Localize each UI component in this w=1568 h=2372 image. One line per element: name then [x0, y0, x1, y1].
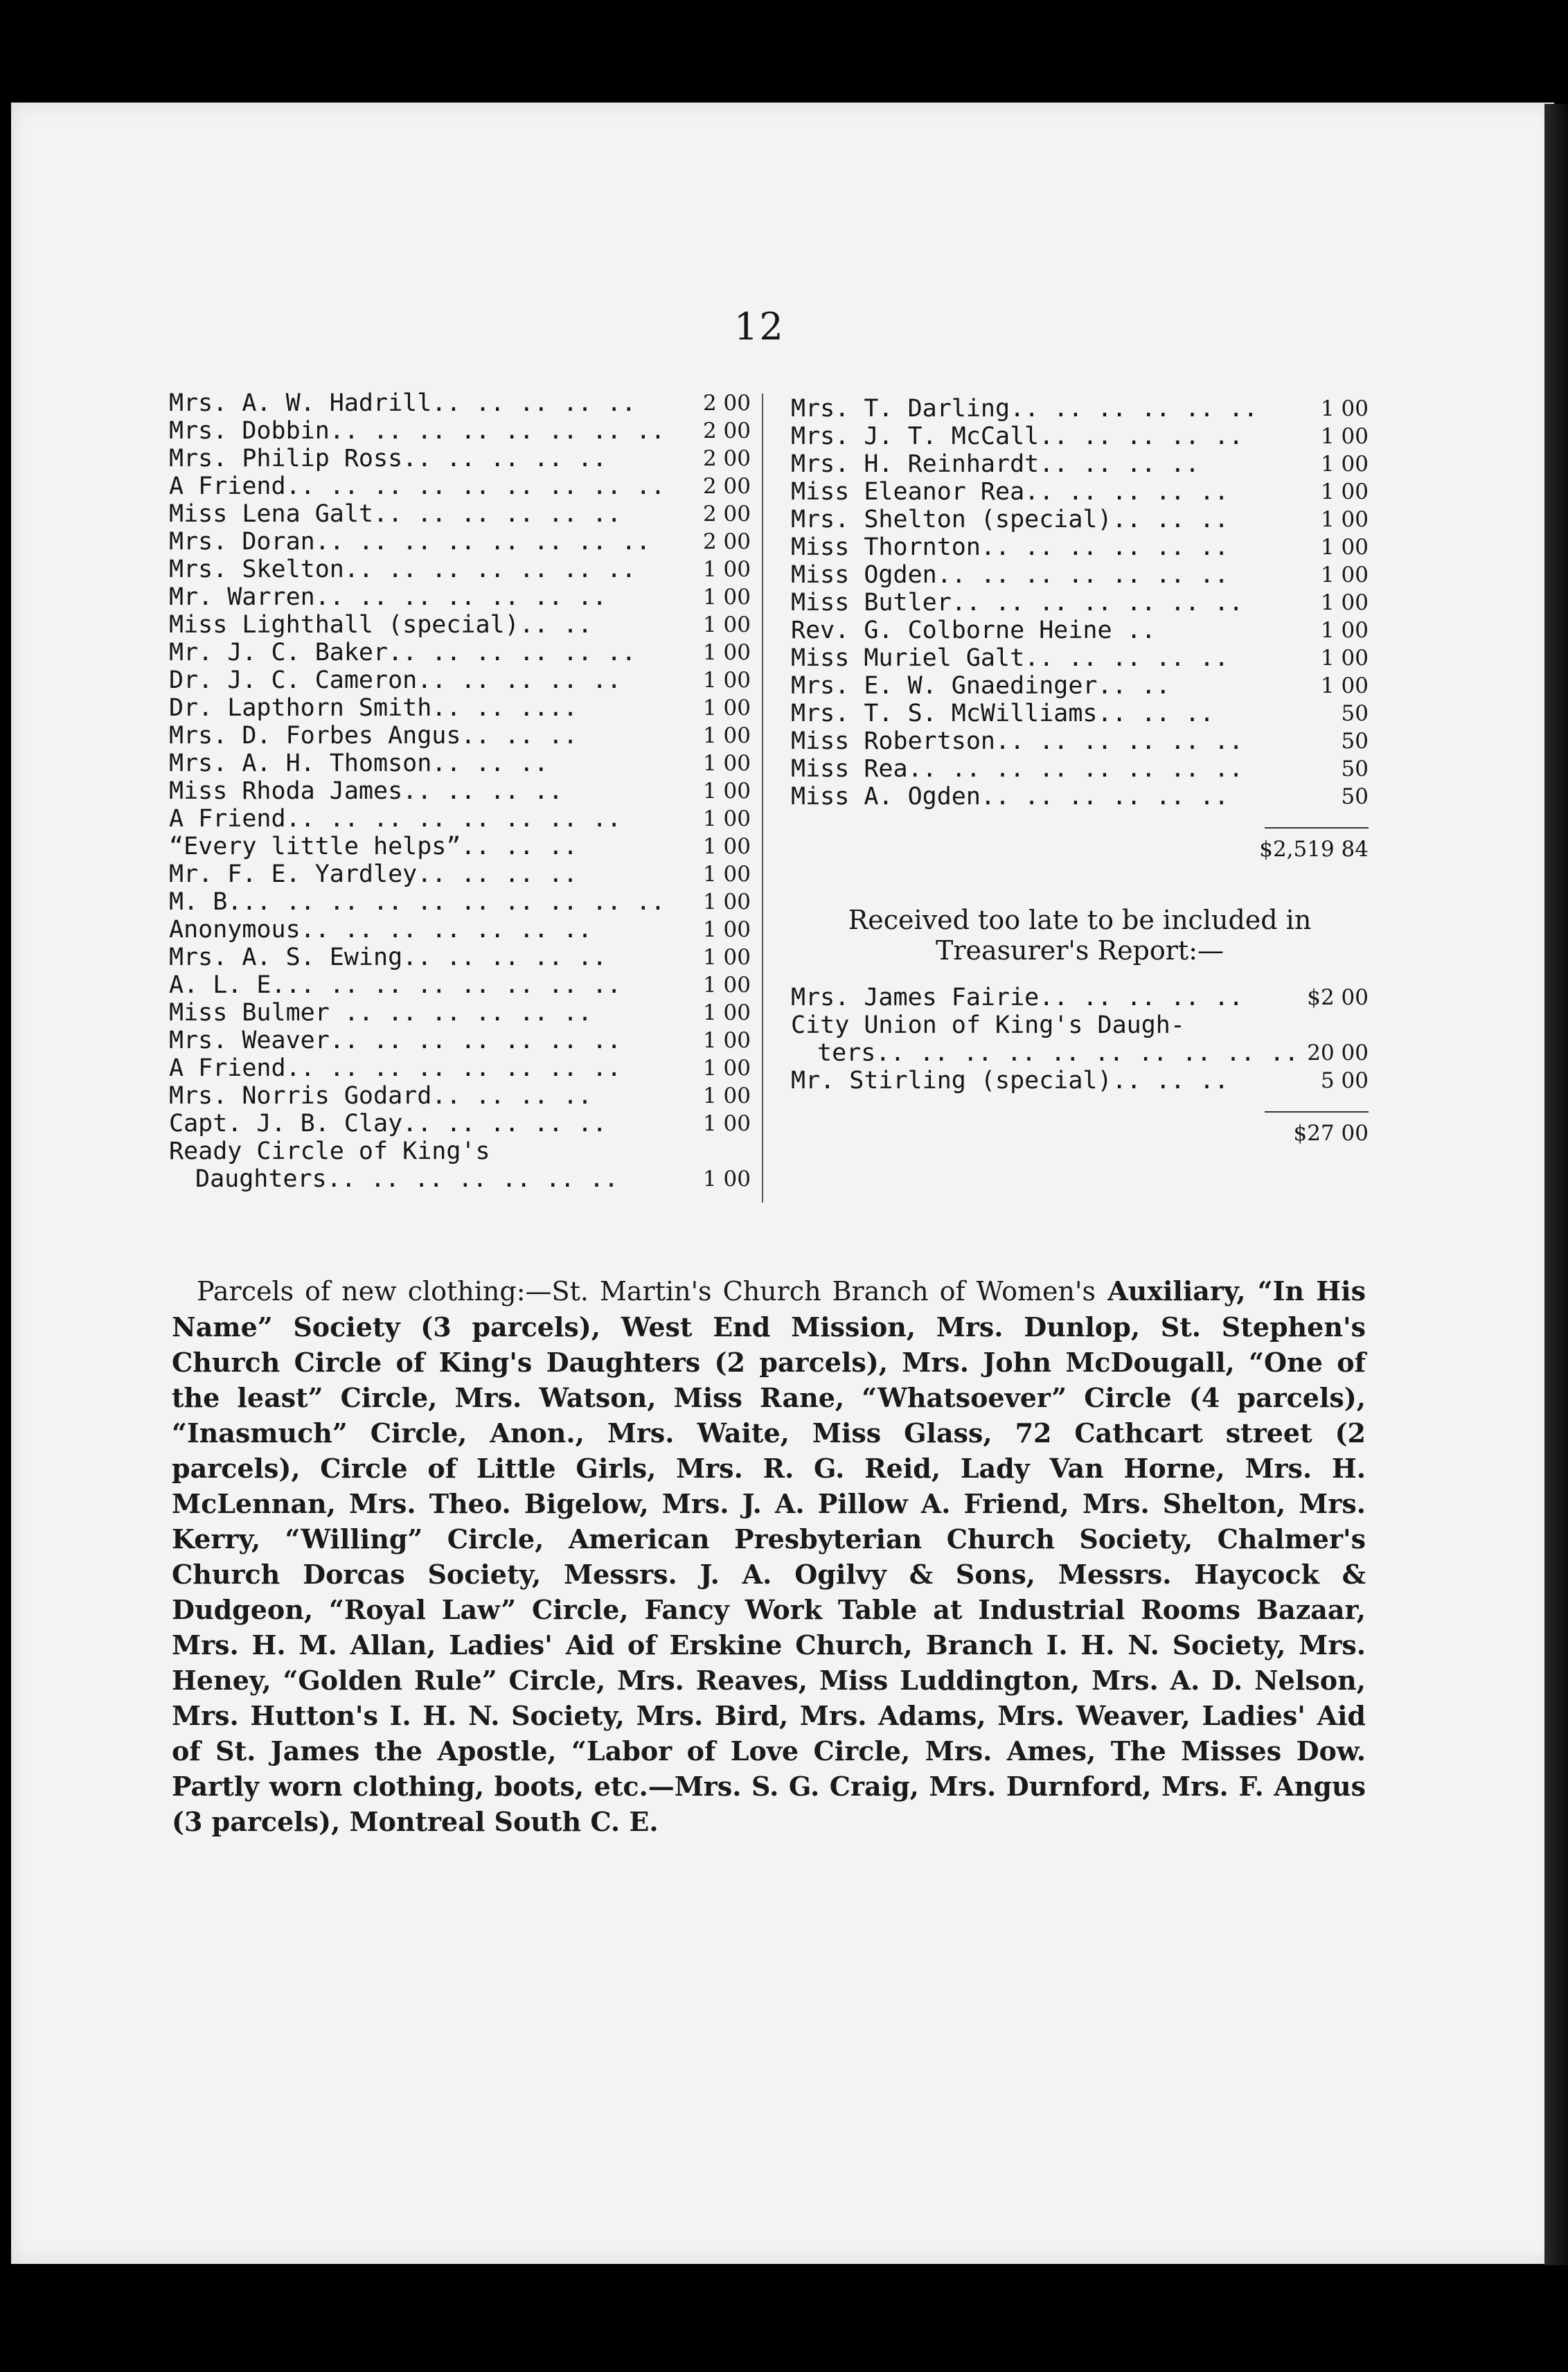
donor-name: Mrs. A. H. Thomson.. .. ..	[169, 750, 549, 777]
donor-row	[169, 1138, 751, 1165]
donor-name: Mr. F. E. Yardley.. .. .. ..	[169, 860, 578, 888]
donation-amount: 1 00	[1320, 590, 1369, 615]
total-rule	[1265, 827, 1369, 829]
late-total-rule	[1265, 1111, 1369, 1113]
donor-row	[791, 1067, 1369, 1095]
donor-name: Mrs. Dobbin.. .. .. .. .. .. .. ..	[169, 417, 666, 445]
donor-row	[169, 888, 751, 916]
donor-row	[169, 583, 751, 611]
donor-row	[169, 971, 751, 999]
donation-amount: 1 00	[702, 973, 751, 998]
donation-amount: 1 00	[702, 640, 751, 665]
donor-list-left	[169, 389, 751, 1193]
donor-row	[169, 1165, 751, 1193]
donor-row	[791, 423, 1369, 450]
donor-name: Miss Lena Galt.. .. .. .. .. ..	[169, 500, 622, 528]
donation-amount: 1 00	[1320, 479, 1369, 504]
column-divider	[762, 393, 763, 1203]
donation-amount: 1 00	[702, 1056, 751, 1081]
donor-row	[169, 944, 751, 971]
donation-amount: 2 00	[702, 418, 751, 443]
donor-name: Dr. J. C. Cameron.. .. .. .. ..	[169, 666, 622, 694]
donation-amount: 2 00	[702, 529, 751, 554]
donor-list-right-items	[791, 395, 1369, 811]
donor-row	[791, 984, 1369, 1011]
donor-row	[169, 611, 751, 639]
donor-name: Ready Circle of King's	[169, 1138, 490, 1165]
donor-name: Mrs. A. W. Hadrill.. .. .. .. ..	[169, 389, 636, 417]
donation-amount: 1 00	[702, 751, 751, 776]
donor-name: Mr. Stirling (special).. .. ..	[791, 1067, 1229, 1095]
spacer	[791, 966, 1369, 984]
donor-row	[169, 389, 751, 417]
donor-row	[791, 755, 1369, 783]
donor-row	[169, 666, 751, 694]
donor-name: Mrs. D. Forbes Angus.. .. ..	[169, 722, 578, 750]
donor-name: Mrs. J. T. McCall.. .. .. .. ..	[791, 423, 1244, 450]
donation-amount: 1 00	[1320, 507, 1369, 532]
donation-amount: 1 00	[1320, 618, 1369, 643]
parcels-lead: Parcels of new clothing:—St. Martin's Church Branch of Women's	[197, 1276, 1096, 1307]
donor-name: Mrs. T. S. McWilliams.. .. ..	[791, 700, 1215, 727]
donor-row	[791, 395, 1369, 423]
donation-amount: 1 00	[702, 1083, 751, 1108]
donation-amount: 1 00	[702, 723, 751, 748]
late-donor-list	[791, 984, 1369, 1095]
donor-row	[791, 617, 1369, 644]
donation-amount: 1 00	[1320, 452, 1369, 477]
donor-row	[169, 750, 751, 777]
donation-amount: 1 00	[1320, 673, 1369, 698]
donor-name: A Friend.. .. .. .. .. .. .. ..	[169, 1054, 622, 1082]
donation-amount: 50	[1341, 701, 1369, 726]
donation-amount: 1 00	[702, 1167, 751, 1192]
donation-amount: 1 00	[702, 668, 751, 693]
donation-amount: 50	[1341, 729, 1369, 754]
donor-name: Mrs. Skelton.. .. .. .. .. .. ..	[169, 556, 636, 583]
donor-name: Anonymous.. .. .. .. .. .. ..	[169, 916, 593, 944]
donation-amount: 1 00	[1320, 535, 1369, 560]
parcels-text: Auxiliary, “In His Name” Society (3 parcels), West End Mission, Mrs. Dunlop, St. Stephen's Church Circle of King's Daughters (2 parcels), Mrs. John McDougall, “One of the least” Circle, Mrs. Watson, Miss Rane, “Whatsoever” Circle (4 parcels), “Inasmuch” Circle, Anon., Mrs. Waite, Miss Glass, 72 Cathcart street (2 parcels), Circle of Little Girls, Mrs. R. G. Reid, Lady Van Horne, Mrs. H. McLennan, Mrs. Theo. Bigelow, Mrs. J. A. Pillow A. Friend, Mrs. Shelton, Mrs. Kerry, “Willing” Circle, American Presbyterian Church Society, Chalmer's Church Dorcas Society, Messrs. J. A. Ogilvy & Sons, Messrs. Haycock & Dudgeon, “Royal Law” Circle, Fancy Work Table at Industrial Rooms Bazaar, Mrs. H. M. Allan, Ladies' Aid of Erskine Church, Branch I. H. N. Society, Mrs. Heney, “Golden Rule” Circle, Mrs. Reaves, Miss Luddington, Mrs. A. D. Nelson, Mrs. Hutton's I. H. N. Society, Mrs. Bird, Mrs. Adams, Mrs. Weaver, Ladies' Aid of St. James the Apostle, “Labor of Love Circle, Mrs. Ames, The Misses Dow. Partly worn clothing, boots, etc.—Mrs. S. G. Craig, Mrs. Durnford, Mrs. F. Angus (3 parcels), Montreal South C. E.	[172, 1275, 1366, 1837]
donation-amount: 1 00	[702, 557, 751, 582]
donor-name: Miss Rhoda James.. .. .. ..	[169, 777, 563, 805]
donor-name: Miss Thornton.. .. .. .. .. ..	[791, 533, 1229, 561]
donor-row	[169, 722, 751, 750]
donation-amount: 1 00	[702, 1111, 751, 1136]
donation-amount: 1 00	[1320, 424, 1369, 449]
donor-row	[169, 556, 751, 583]
page-edge-shadow	[1544, 104, 1568, 2265]
donor-row	[791, 700, 1369, 727]
donor-row	[169, 639, 751, 666]
donor-name: Miss A. Ogden.. .. .. .. .. ..	[791, 783, 1229, 811]
parcels-paragraph	[172, 1273, 1366, 1839]
donor-row	[791, 533, 1369, 561]
donor-row	[791, 1039, 1369, 1067]
donor-name: Mrs. T. Darling.. .. .. .. .. ..	[791, 395, 1258, 423]
donation-amount: 2 00	[702, 502, 751, 526]
donor-name: Mrs. Philip Ross.. .. .. .. ..	[169, 445, 607, 472]
late-total: $27 00	[1293, 1121, 1369, 1146]
donation-amount: 1 00	[702, 1000, 751, 1025]
donation-amount: 1 00	[702, 1028, 751, 1053]
donor-row	[791, 1011, 1369, 1039]
donor-name: Miss Bulmer .. .. .. .. .. ..	[169, 999, 593, 1027]
donor-name: Miss Rea.. .. .. .. .. .. .. ..	[791, 755, 1244, 783]
donor-row	[169, 472, 751, 500]
donation-amount: 50	[1341, 756, 1369, 781]
donor-name: Mrs. Shelton (special).. .. ..	[791, 506, 1229, 533]
donor-name: ters.. .. .. .. .. .. .. .. .. ..	[817, 1039, 1299, 1067]
donor-row	[791, 644, 1369, 672]
donor-name: Mrs. Weaver.. .. .. .. .. .. ..	[169, 1027, 622, 1054]
donation-amount: 2 00	[702, 474, 751, 499]
donor-row	[791, 672, 1369, 700]
donor-row	[791, 478, 1369, 506]
donation-amount: 1 00	[702, 696, 751, 720]
donor-name: Rev. G. Colborne Heine ..	[791, 617, 1156, 644]
donation-amount: 1 00	[702, 862, 751, 887]
donor-row	[169, 833, 751, 860]
donor-row	[169, 694, 751, 722]
donor-row	[169, 999, 751, 1027]
donor-name: “Every little helps”.. .. ..	[169, 833, 578, 860]
donation-amount: 2 00	[702, 391, 751, 416]
donor-list-right	[791, 395, 1369, 1149]
donor-name: Mrs. A. S. Ewing.. .. .. .. ..	[169, 944, 607, 971]
donor-row	[791, 727, 1369, 755]
donor-row	[791, 561, 1369, 589]
donor-row	[169, 500, 751, 528]
donation-amount: 2 00	[702, 446, 751, 471]
donor-name: Mrs. E. W. Gnaedinger.. ..	[791, 672, 1170, 700]
donor-name: Capt. J. B. Clay.. .. .. .. ..	[169, 1110, 607, 1138]
donation-amount: 1 00	[702, 806, 751, 831]
donor-name: Mrs. H. Reinhardt.. .. .. ..	[791, 450, 1200, 478]
donation-amount: 1 00	[702, 890, 751, 914]
donor-row	[169, 777, 751, 805]
late-heading: Received too late to be included in Treasurer's Report:—	[848, 905, 1312, 966]
donor-row	[791, 450, 1369, 478]
donor-row	[791, 589, 1369, 617]
donation-amount: 20 00	[1307, 1041, 1369, 1065]
donor-row	[169, 417, 751, 445]
donation-amount: $2 00	[1307, 985, 1369, 1010]
right-total: $2,519 84	[1259, 837, 1369, 862]
donor-name: Miss Ogden.. .. .. .. .. .. ..	[791, 561, 1229, 589]
donor-row	[169, 1054, 751, 1082]
donation-amount: 1 00	[702, 585, 751, 610]
donation-amount: 5 00	[1320, 1068, 1369, 1093]
donor-name: Miss Lighthall (special).. ..	[169, 611, 593, 639]
donor-row	[169, 445, 751, 472]
donor-name: Miss Muriel Galt.. .. .. .. ..	[791, 644, 1229, 672]
donor-name: Mr. Warren.. .. .. .. .. .. ..	[169, 583, 607, 611]
donor-name: A. L. E... .. .. .. .. .. .. ..	[169, 971, 622, 999]
donor-name: Miss Eleanor Rea.. .. .. .. ..	[791, 478, 1229, 506]
donor-row	[791, 783, 1369, 811]
donation-amount: 1 00	[1320, 646, 1369, 671]
donor-name: A Friend.. .. .. .. .. .. .. .. ..	[169, 472, 666, 500]
donor-row	[169, 860, 751, 888]
donation-amount: 1 00	[702, 834, 751, 859]
donor-row	[169, 805, 751, 833]
donor-row	[169, 1110, 751, 1138]
donor-row	[169, 916, 751, 944]
donor-name: City Union of King's Daugh-	[791, 1011, 1185, 1039]
donor-name: Mr. J. C. Baker.. .. .. .. .. ..	[169, 639, 636, 666]
donor-row	[169, 1082, 751, 1110]
donation-amount: 1 00	[702, 917, 751, 942]
donation-amount: 1 00	[702, 612, 751, 637]
donation-amount: 1 00	[1320, 396, 1369, 421]
donor-row	[169, 528, 751, 556]
donor-name: A Friend.. .. .. .. .. .. .. ..	[169, 805, 622, 833]
donor-name: Mrs. Doran.. .. .. .. .. .. .. ..	[169, 528, 651, 556]
donor-name: Dr. Lapthorn Smith.. .. ....	[169, 694, 578, 722]
page-number: 12	[734, 305, 785, 348]
donor-row	[791, 506, 1369, 533]
donor-name: M. B... .. .. .. .. .. .. .. .. ..	[169, 888, 666, 916]
donor-name: Miss Robertson.. .. .. .. .. ..	[791, 727, 1244, 755]
donation-amount: 50	[1341, 784, 1369, 809]
donation-amount: 1 00	[702, 945, 751, 970]
donor-name: Miss Butler.. .. .. .. .. .. ..	[791, 589, 1244, 617]
donor-name: Mrs. Norris Godard.. .. .. ..	[169, 1082, 593, 1110]
donor-name: Mrs. James Fairie.. .. .. .. ..	[791, 984, 1244, 1011]
donation-amount: 1 00	[702, 779, 751, 804]
donor-row	[169, 1027, 751, 1054]
donation-amount: 1 00	[1320, 563, 1369, 587]
donor-name: Daughters.. .. .. .. .. .. ..	[195, 1165, 619, 1193]
